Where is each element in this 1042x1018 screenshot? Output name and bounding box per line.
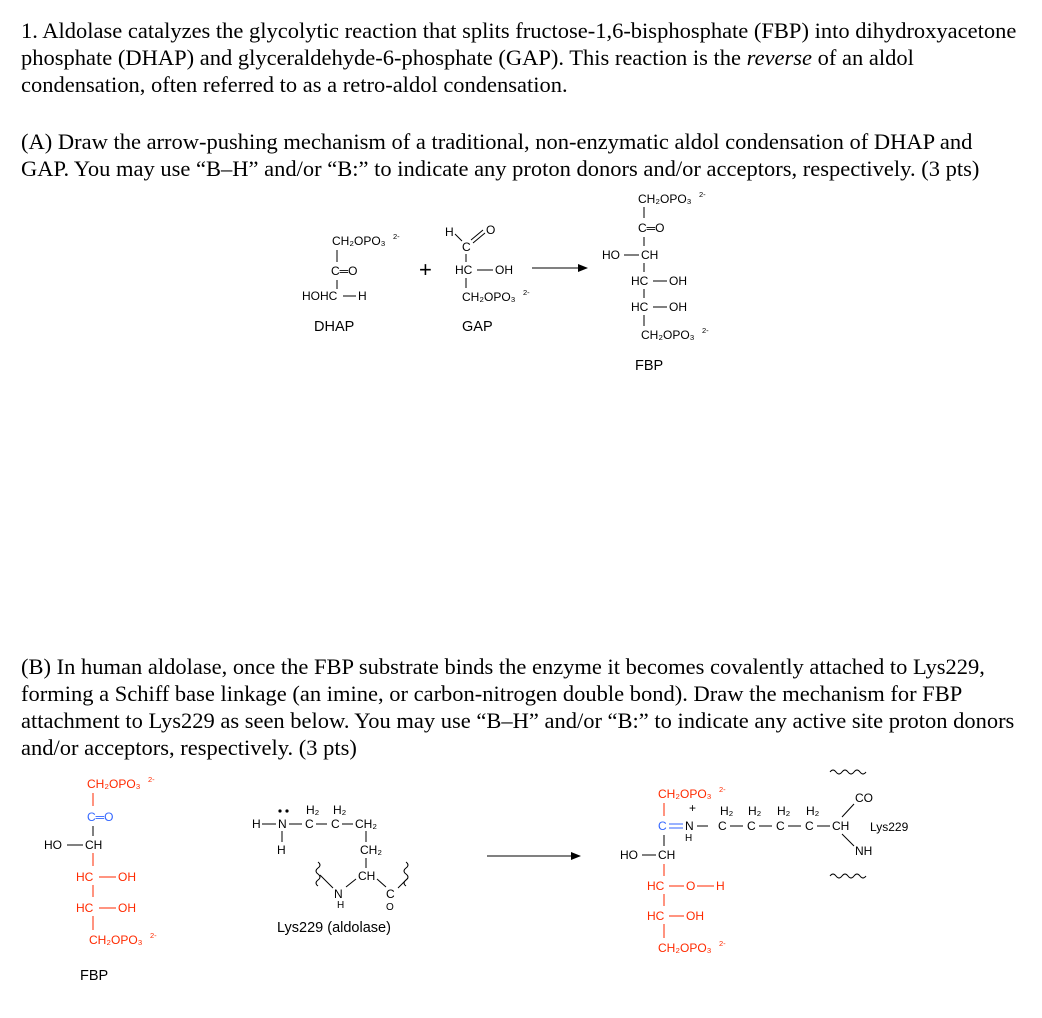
schiff-base-product — [620, 770, 909, 955]
prod-lys-label: Lys229 — [870, 820, 909, 834]
prod-h2-4: H₂ — [806, 804, 820, 818]
gap-oh: OH — [495, 263, 513, 277]
prod-ch: CH — [832, 819, 850, 833]
lys-n-backbone: N — [334, 887, 343, 901]
part-a-text: (A) Draw the arrow-pushing mechanism of a traditional, non-enzymatic aldol condensation of DHAP and GAP. You may use “B–H” and/or “B:” to indicate any proton donors and/or acceptors, respectively. (3 pts) — [21, 129, 980, 181]
fbp-structure-a — [602, 190, 709, 374]
prod-ch-2: CH — [658, 848, 676, 862]
fbp-b-carbonyl: C═O — [87, 810, 114, 824]
prod-c3: C — [776, 819, 785, 833]
fbp-b-ch: CH — [85, 838, 103, 852]
prod-c2: C — [747, 819, 756, 833]
lys-o-backbone: O — [386, 902, 394, 913]
gap-hc: HC — [455, 263, 473, 277]
intro-text-b: of an aldol condensation, often referred to as a retro-aldol condensation. — [21, 45, 914, 97]
lys-ch2-right: CH₂ — [355, 817, 377, 831]
fbp-a-carbonyl: C═O — [638, 221, 665, 235]
fbp-b-charge-bottom: 2- — [150, 931, 157, 940]
prod-co: CO — [855, 791, 873, 805]
prod-h2-3: H₂ — [777, 804, 791, 818]
fbp-a-ch2opo3-top: CH₂OPO₃ — [638, 192, 692, 206]
fbp-a-ch: CH — [641, 248, 659, 262]
prod-nh: NH — [855, 844, 873, 858]
fbp-a-hc1: HC — [631, 274, 649, 288]
fbp-b-oh1: OH — [118, 870, 136, 884]
fbp-b-charge-top: 2- — [148, 775, 155, 784]
prod-h2-2: H₂ — [748, 804, 762, 818]
fbp-b-ch2opo3-top: CH₂OPO₃ — [87, 777, 141, 791]
fbp-a-oh2: OH — [669, 300, 687, 314]
lys-n: N — [278, 817, 287, 831]
lys-c-a: C — [305, 817, 314, 831]
prod-hc1: HC — [647, 879, 665, 893]
fbp-b-label: FBP — [80, 968, 109, 984]
prod-oh2: OH — [686, 909, 704, 923]
prod-h-oh: H — [716, 879, 725, 893]
fbp-a-ch2opo3-bottom: CH₂OPO₃ — [641, 328, 695, 342]
prod-ch2opo3-bottom: CH₂OPO₃ — [658, 941, 712, 955]
dhap-carbonyl: C═O — [331, 264, 358, 278]
prod-c: C — [658, 819, 667, 833]
gap-c: C — [462, 240, 471, 254]
fbp-b-hc2: HC — [76, 901, 94, 915]
dhap-ch2opo3: CH₂OPO₃ — [332, 234, 386, 248]
prod-c4: C — [805, 819, 814, 833]
prod-hc2: HC — [647, 909, 665, 923]
lys-label: Lys229 (aldolase) — [277, 920, 391, 936]
lys-h-below: H — [277, 843, 286, 857]
fbp-a-charge-top: 2- — [699, 190, 706, 199]
lys-c-b: C — [331, 817, 340, 831]
dhap-hohc: HOHC — [302, 289, 338, 303]
lys-ch: CH — [358, 869, 376, 883]
fbp-a-hc2: HC — [631, 300, 649, 314]
intro-emphasis: reverse — [746, 45, 813, 70]
prod-o: O — [686, 879, 696, 893]
dhap-label: DHAP — [314, 319, 355, 335]
fbp-b-hc1: HC — [76, 870, 94, 884]
fbp-structure-b — [44, 775, 157, 984]
fbp-b-oh2: OH — [118, 901, 136, 915]
dhap-charge: 2- — [393, 232, 400, 241]
prod-ho: HO — [620, 848, 638, 862]
lys-c-backbone: C — [386, 887, 395, 901]
dhap-structure — [302, 232, 400, 335]
fbp-a-ho: HO — [602, 248, 620, 262]
prod-h-n: H — [685, 833, 693, 844]
lys229-structure — [252, 803, 408, 936]
lys-h-left: H — [252, 817, 261, 831]
gap-charge: 2- — [523, 288, 530, 297]
plus-sign: + — [419, 257, 432, 282]
gap-o: O — [486, 223, 496, 237]
fbp-b-ch2opo3-bottom: CH₂OPO₃ — [89, 933, 143, 947]
prod-n: N — [685, 819, 694, 833]
prod-charge-top: 2- — [719, 785, 726, 794]
lys-h2-a: H₂ — [306, 803, 320, 817]
lys-ch2-mid: CH₂ — [360, 843, 382, 857]
fbp-b-ho: HO — [44, 838, 62, 852]
gap-label: GAP — [462, 319, 493, 335]
gap-h: H — [445, 225, 454, 239]
gap-ch2opo3: CH₂OPO₃ — [462, 290, 516, 304]
prod-c1: C — [718, 819, 727, 833]
part-b-text: (B) In human aldolase, once the FBP substrate binds the enzyme it becomes covalently attached to Lys229, forming a Schiff base linkage (an imine, or carbon-nitrogen double bond). Draw the mechanism for FBP attachment to Lys229 as seen below. You may use “B–H” and/or “B:” to indicate any active site proton donors and/or acceptors, respectively. (3 pts) — [21, 654, 1015, 760]
dhap-h: H — [358, 289, 367, 303]
lys-h2-b: H₂ — [333, 803, 347, 817]
prod-h2-1: H₂ — [720, 804, 734, 818]
prod-plus: + — [689, 801, 697, 815]
gap-structure — [445, 223, 530, 335]
intro-text-a: 1. Aldolase catalyzes the glycolytic reaction that splits fructose-1,6-bisphosphate (FBP) into dihydroxyacetone phosphate (DHAP) and glyceraldehyde-6-phosphate (GAP). This reaction is the — [21, 18, 1017, 70]
fbp-a-oh1: OH — [669, 274, 687, 288]
fbp-a-charge-bottom: 2- — [702, 326, 709, 335]
fbp-a-label: FBP — [635, 358, 664, 374]
lys-h-backbone: H — [337, 900, 345, 911]
prod-ch2opo3-top: CH₂OPO₃ — [658, 787, 712, 801]
prod-charge-bottom: 2- — [719, 939, 726, 948]
